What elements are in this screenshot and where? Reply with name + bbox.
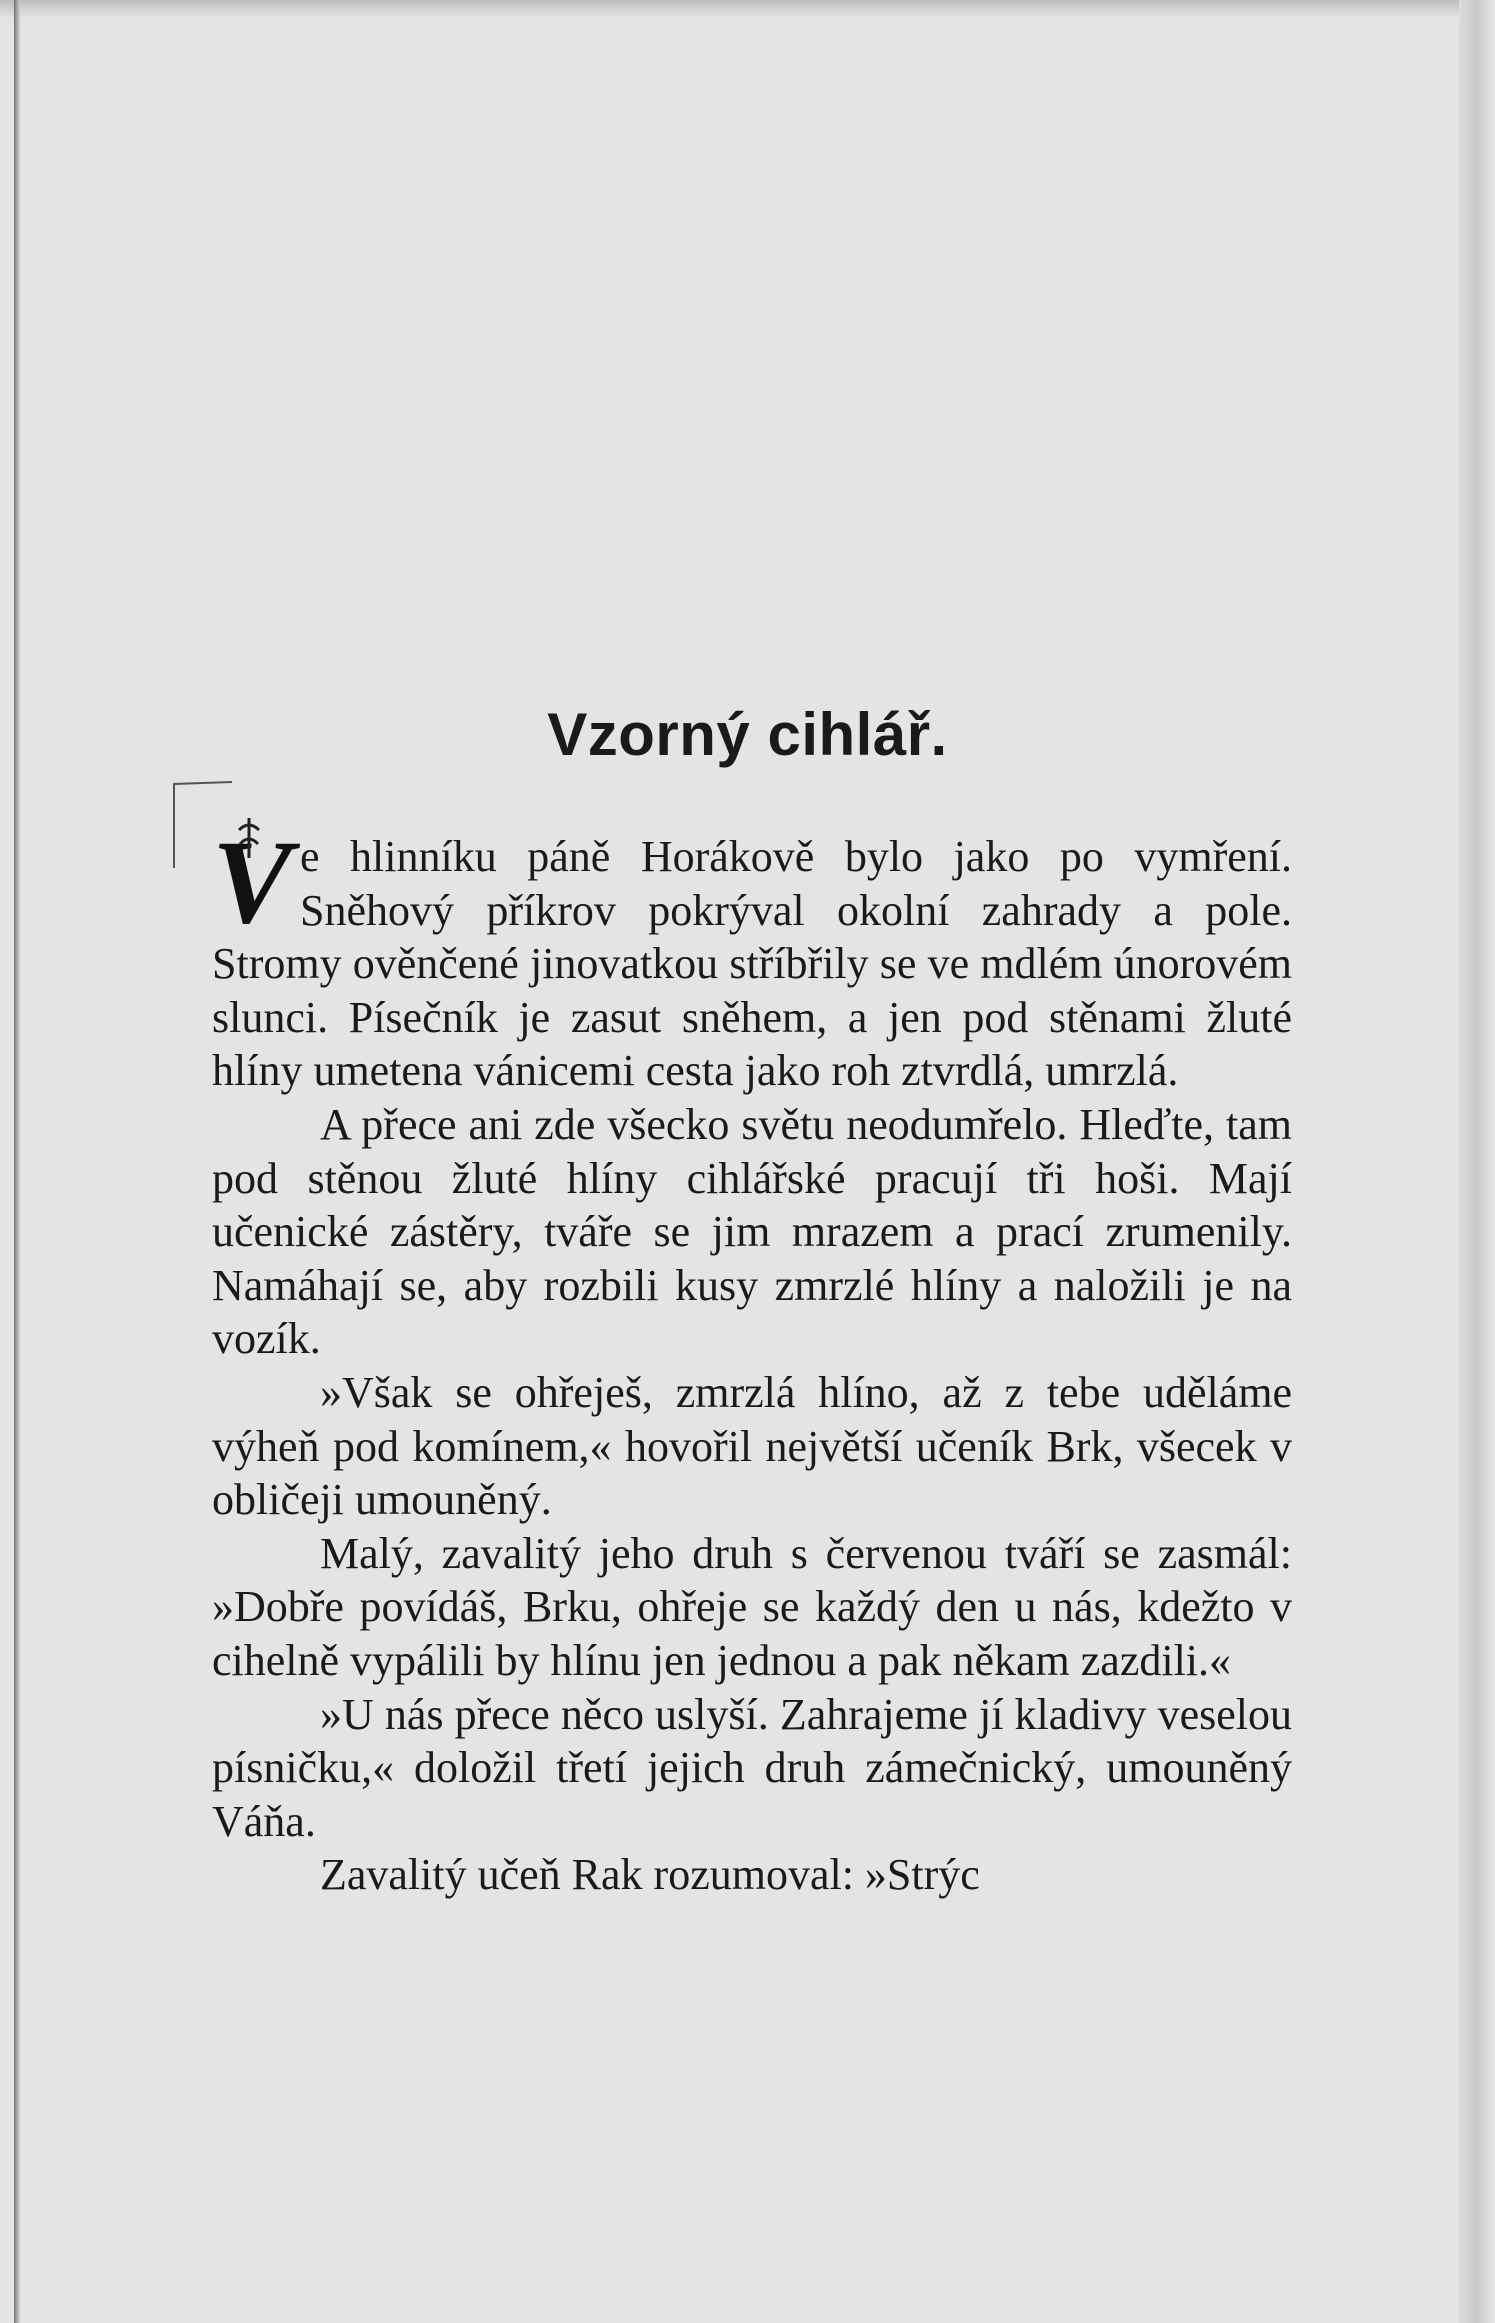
paragraph-3: »Však se ohřeješ, zmrzlá hlíno, až z tebe uděláme výheň pod komínem,« hovořil největší učeník Brk, všecek v obličeji umouněný. xyxy=(212,1367,1292,1525)
page-binding-edge xyxy=(14,0,20,2323)
paragraph-4: Malý, zavalitý jeho druh s červenou tváří se zasmál: »Dobře povídáš, Brku, ohřeje se každý den u nás, kdežto v cihelně vypálili by hlínu jen jednou a pak někam zazdili.« xyxy=(212,1528,1292,1685)
paragraph-1-text: e hlinníku páně Horákově bylo jako po vymření. Sněhový příkrov pokrýval okolní zahrady a pole. Stromy ověnčené jinovatkou stříbřily se ve mdlém únorovém slunci. Písečník je zasut sněhem, a jen pod stěnami žluté hlíny umetena vánicemi cesta jako roh ztvrdlá, umrzlá. xyxy=(212,832,1292,1096)
drop-cap xyxy=(212,815,294,948)
body-text xyxy=(212,815,1292,1902)
paragraph-6: Zavalitý učeň Rak rozumoval: »Strýc xyxy=(320,1850,980,1900)
page-right-edge xyxy=(1459,0,1495,2323)
chapter-title: Vzorný cihlář. xyxy=(547,701,948,768)
page-top-edge xyxy=(0,0,1495,18)
drop-cap-letter: V xyxy=(212,815,293,948)
paragraph-2: A přece ani zde všecko světu neodumřelo. Hleďte, tam pod stěnou žluté hlíny cihlářské pracují tři hoši. Mají učenické zástěry, tváře se jim mrazem a prací zrumenily. Namáhají se, aby rozbili kusy zmrzlé hlíny a naložili je na vozík. xyxy=(212,1099,1292,1364)
paragraph-5: »U nás přece něco uslyší. Zahrajeme jí kladivy veselou písničku,« doložil třetí jejich druh zámečnický, umouněný Váňa. xyxy=(212,1689,1292,1846)
dropcap-flourish-icon xyxy=(234,818,264,858)
paragraph-1 xyxy=(212,815,1292,1098)
